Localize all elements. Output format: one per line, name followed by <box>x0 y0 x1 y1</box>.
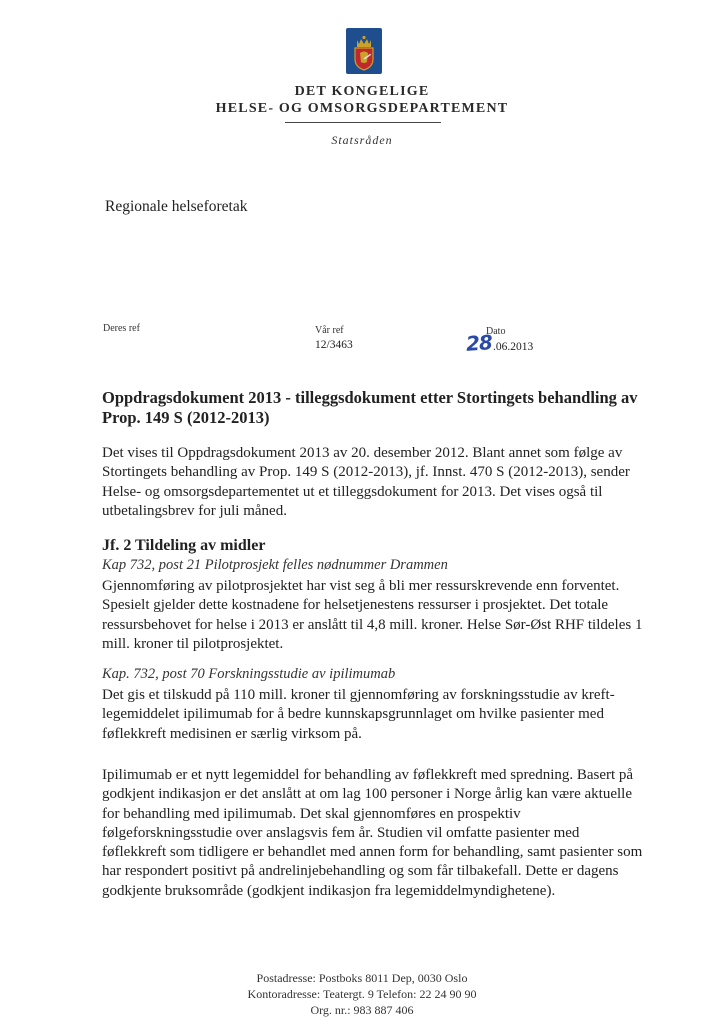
ministry-name-line1: DET KONGELIGE <box>294 84 430 99</box>
var-ref-value: 12/3463 <box>315 339 353 351</box>
recipient: Regionale helseforetak <box>105 198 248 215</box>
var-ref-label: Vår ref <box>315 325 344 336</box>
footer-office-address: Kontoradresse: Teatergt. 9 Telefon: 22 24 90 90 <box>247 987 477 1001</box>
coat-of-arms-logo <box>346 28 382 74</box>
subsection-1-paragraph: Gjennomføring av pilotprosjektet har vist seg å bli mer ressurskrevende enn forventet. Spesielt gjelder dette kostnadene for helsetjenestens ressurser i prosjektet. Det totale ressursbehovet for helse i 2013 er anslått til 4,8 mill. kroner. Helse Sør-Øst RHF tildeles 1 mill. kroner til pilotprosjektet. <box>102 578 643 652</box>
letterhead-subtitle: Statsråden <box>331 133 393 147</box>
footer-org-number: Org. nr.: 983 887 406 <box>310 1003 414 1017</box>
dato-label: Dato <box>486 326 506 337</box>
ministry-name-line2: HELSE- OG OMSORGSDEPARTEMENT <box>215 101 509 116</box>
subsection-2-paragraph-2: Ipilimumab er et nytt legemiddel for behandling av føflekkreft med spredning. Basert på godkjent indikasjon er det anslått at om lag 100 personer i Norge årlig kan være aktuelle for behandling med ipilimumab. Det skal gjennomføres en prospektiv følgeforskningsstudie over anslagsvis fem år. Studien vil omfatte pasienter med føflekkreft som tidligere er behandlet med annen form for behandling, samt pasienter som har respondert positivt på andrelinjebehandling og som får tilbakefall. Dette er dagens godkjente bruksområde (godkjent indikasjon fra legemiddelmyndighetene). <box>102 767 643 899</box>
letterhead-divider <box>285 122 441 123</box>
subsection-heading-1: Kap 732, post 21 Pilotprosjekt felles nødnummer Drammen <box>102 557 448 573</box>
intro-paragraph: Det vises til Oppdragsdokument 2013 av 20. desember 2012. Blant annet som følge av Stortingets behandling av Prop. 149 S (2012-2013), jf. Innst. 470 S (2012-2013), sender Helse- og omsorgsdepartementet ut et tilleggsdokument for 2013. Det vises også til utbetalingsbrev for juli måned. <box>102 445 630 519</box>
document-title: Oppdragsdokument 2013 - tilleggsdokument etter Stortingets behandling av Prop. 149 S (2012-2013) <box>102 388 638 427</box>
section-heading: Jf. 2 Tildeling av midler <box>102 537 266 554</box>
date-value: .06.2013 <box>493 341 534 353</box>
footer-postal-address: Postadresse: Postboks 8011 Dep, 0030 Oslo <box>256 971 468 985</box>
subsection-heading-2: Kap. 732, post 70 Forskningsstudie av ipilimumab <box>102 666 396 682</box>
handwritten-date-day: 28 <box>465 330 493 356</box>
deres-ref-label: Deres ref <box>103 323 140 334</box>
subsection-2-paragraph-1: Det gis et tilskudd på 110 mill. kroner til gjennomføring av forskningsstudie av kreft-legemiddelet ipilimumab for å bedre kunnskapsgrunnlaget om hvilke pasienter med føflekkreft medisinen er særlig virksom på. <box>102 687 615 742</box>
